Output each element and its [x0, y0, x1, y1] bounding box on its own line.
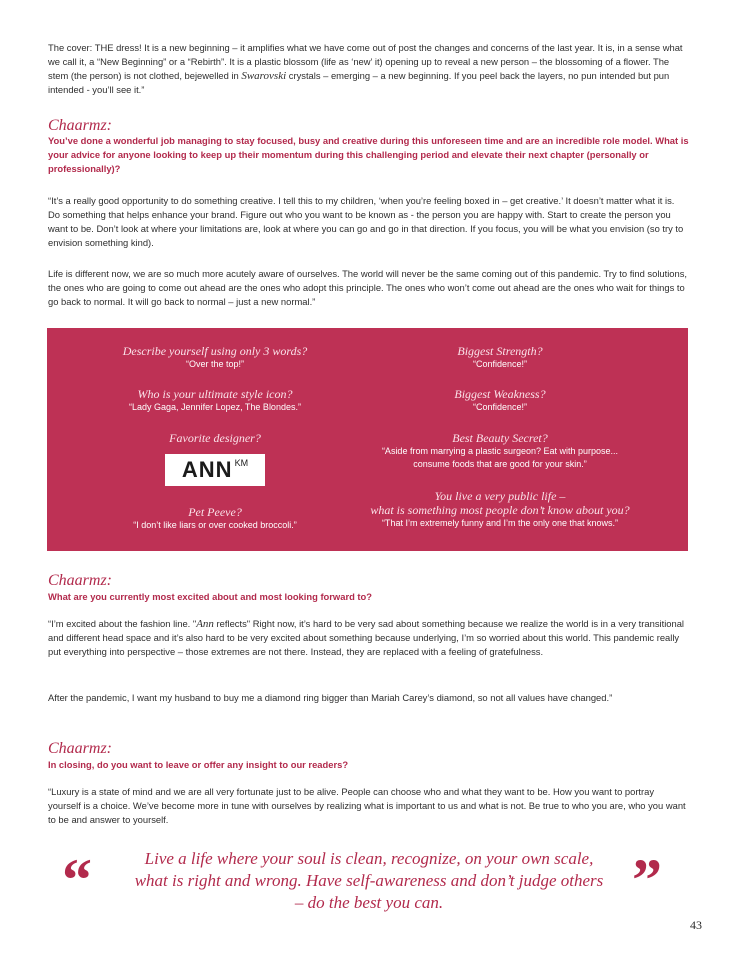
open-quote-mark: “: [62, 847, 92, 913]
pull-quote-line3: – do the best you can.: [294, 893, 444, 912]
quickfire-q4: Biggest Weakness?: [454, 387, 546, 401]
section2-answer-p1: [48, 617, 688, 659]
quickfire-q8-line1: You live a very public life –: [434, 489, 566, 503]
quickfire-cell-6: [345, 431, 655, 471]
quickfire-a8: “That I’m extremely funny and I’m the only one that knows.”: [381, 518, 619, 528]
section1-question: You’ve done a wonderful job managing to stay focused, busy and creative during this unforeseen time and are an incredible role model. What is your advice for anyone looking to keep up their momentum during this challenging period and elevate their next chapter (personally or professionally)?: [48, 135, 689, 174]
ann-km-logo: [165, 454, 265, 486]
section1-label: Chaarmz:: [48, 117, 113, 134]
section3-answer: “Luxury is a state of mind and we are all very fortunate just to be alive. People can choose who and what they want to be. How you want to portray yourself is a choice. We’ve become more in tune with ourselves by realizing what is important to us and what is not. Be true to who you are, who you want to be and answer to yourself.: [48, 786, 686, 825]
quickfire-a3: “Lady Gaga, Jennifer Lopez, The Blondes.”: [129, 402, 301, 412]
quickfire-q1: Describe yourself using only 3 words?: [122, 344, 308, 358]
pull-quote: [104, 848, 634, 914]
logo-superscript: KM: [234, 458, 249, 468]
section2-answer-before: “I’m excited about the fashion line. ": [48, 618, 197, 629]
intro-brand: Swarovski: [241, 70, 287, 82]
quickfire-a6-line1: “Aside from marrying a plastic surgeon? Eat with purpose...: [381, 446, 619, 456]
quickfire-q7: Pet Peeve?: [188, 505, 242, 519]
quickfire-a7: “I don’t like liars or over cooked broccoli.”: [133, 520, 297, 530]
section2-answer-after: reflects" Right now, it’s hard to be very sad about something because we realize the world is in a very transitional and different head space and it’s also hard to be very excited about something because underlying, I’m so worried about this world. This pandemic really put everything into perspective – those extremes are not there. Instead, they are replaced with a feeling of gratefulness.: [48, 618, 685, 657]
quickfire-q6: Best Beauty Secret?: [452, 431, 548, 445]
intro-text-after: crystals – emerging – a new beginning. If you peel back the layers, no pun intended but pun intended - you’ll see it.”: [48, 70, 670, 95]
page-number: 43: [690, 918, 702, 932]
pull-quote-line2: what is right and wrong. Have self-awareness and don’t judge others: [134, 871, 604, 890]
quickfire-a6-line2: consume foods that are good for your skin.”: [413, 459, 587, 469]
quickfire-a1: “Over the top!”: [185, 359, 245, 369]
quickfire-a4: “Confidence!”: [472, 402, 528, 412]
section2-label: Chaarmz:: [48, 572, 113, 589]
quickfire-cell-3: [80, 387, 350, 414]
section1-answer-p2: Life is different now, we are so much more acutely aware of ourselves. The world will never be the same coming out of this pandemic. Try to find solutions, the ones who are going to come out ahead are the ones who adopt this principle. The ones who won’t come out ahead are the ones who wait for things to go back to normal. It will go back to normal – just a new normal.”: [48, 268, 688, 307]
quickfire-q3: Who is your ultimate style icon?: [137, 387, 293, 401]
intro-text-before: The cover: THE dress! It is a new beginning – it amplifies what we have come out of post the changes and concerns of the last year. It is, in a sense what we call it, a “New Beginning” or a “Rebirth”. It is a plastic blossom (life as ‘new’ it) opening up to reveal a new person – the blossoming of a flower. The stem (the person) is not clothed, bejewelled in: [48, 42, 683, 81]
intro-paragraph: [48, 41, 688, 97]
section1-answer-p1: “It’s a really good opportunity to do something creative. I tell this to my children, ‘when you’re feeling boxed in – get creative.’ It doesn’t matter what it is. Do something that helps enhance your brand. Figure out who you want to be known as - the person you are happy with. Start to create the person you want to be. Don’t look at where your limitations are, look at where you can go and go in that direction. If you focus, you will be what you envision (so try to envision something kind).: [48, 195, 684, 248]
section2-question: What are you currently most excited about and most looking forward to?: [48, 591, 372, 602]
quickfire-cell-1: [80, 344, 350, 371]
quickfire-cell-8: [345, 489, 655, 530]
quickfire-cell-7: [80, 505, 350, 532]
close-quote-mark: ”: [632, 847, 662, 913]
quickfire-q8-line2: what is something most people don’t know about you?: [370, 503, 630, 517]
quickfire-cell-2: [370, 344, 630, 371]
section2-answer-p2: After the pandemic, I want my husband to buy me a diamond ring bigger than Mariah Carey’s diamond, so not all values have changed.”: [48, 692, 613, 703]
quickfire-q2: Biggest Strength?: [457, 344, 543, 358]
logo-main-text: ANN: [181, 457, 233, 482]
quickfire-cell-4: [370, 387, 630, 414]
section3-label: Chaarmz:: [48, 740, 113, 757]
quickfire-a2: “Confidence!”: [472, 359, 528, 369]
quickfire-cell-5: [80, 431, 350, 445]
pull-quote-line1: Live a life where your soul is clean, recognize, on your own scale,: [144, 849, 594, 868]
section3-question: In closing, do you want to leave or offer any insight to our readers?: [48, 759, 349, 770]
section2-answer-brand: Ann: [196, 618, 214, 630]
quickfire-q5: Favorite designer?: [169, 431, 261, 445]
